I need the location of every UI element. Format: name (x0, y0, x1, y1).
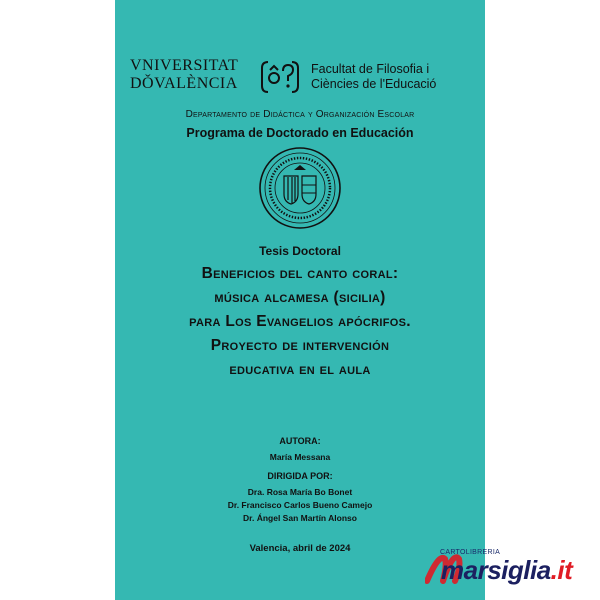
department-name: Departamento de Didáctica y Organización Escolar (185, 109, 415, 120)
thesis-title-line: Proyecto de intervención (210, 337, 390, 354)
thesis-type: Tesis Doctoral (259, 244, 341, 258)
thesis-title-line: música alcamesa (sicilia) (214, 289, 386, 306)
faculty-name-line2: Ciències de l'Educació (311, 77, 437, 91)
director-name: Dr. Ángel San Martín Alonso (243, 513, 357, 523)
author-label: AUTORA: (279, 436, 321, 446)
university-seal-icon (258, 146, 342, 230)
place-date: Valencia, abril de 2024 (249, 543, 351, 554)
watermark-brand-name: marsiglia (441, 555, 551, 585)
thesis-title-line: educativa en el aula (229, 361, 371, 378)
author-name: María Messana (269, 452, 331, 462)
thesis-cover (115, 0, 485, 600)
faculty-name (311, 62, 481, 92)
thesis-title-line: para Los Evangelios apócrifos. (189, 313, 411, 330)
watermark-tld: .it (550, 555, 573, 585)
doctoral-program: Programa de Doctorado en Educación (186, 126, 414, 140)
faculty-name-line1: Facultat de Filosofia i (311, 62, 430, 76)
university-logo (130, 57, 260, 93)
university-name-line1: VNIVERSITAT (130, 57, 239, 74)
director-name: Dra. Rosa María Bo Bonet (247, 487, 353, 497)
thesis-title (125, 262, 475, 382)
university-name-line2: DǑVALÈNCIA (130, 75, 238, 92)
directors-label: DIRIGIDA POR: (267, 471, 333, 481)
watermark-tagline: CARTOLIBRERIA (440, 549, 501, 556)
thesis-title-line: Beneficios del canto coral: (201, 265, 399, 282)
director-name: Dr. Francisco Carlos Bueno Camejo (227, 500, 373, 510)
faculty-logo-icon (260, 58, 300, 96)
watermark-brand (441, 555, 572, 586)
